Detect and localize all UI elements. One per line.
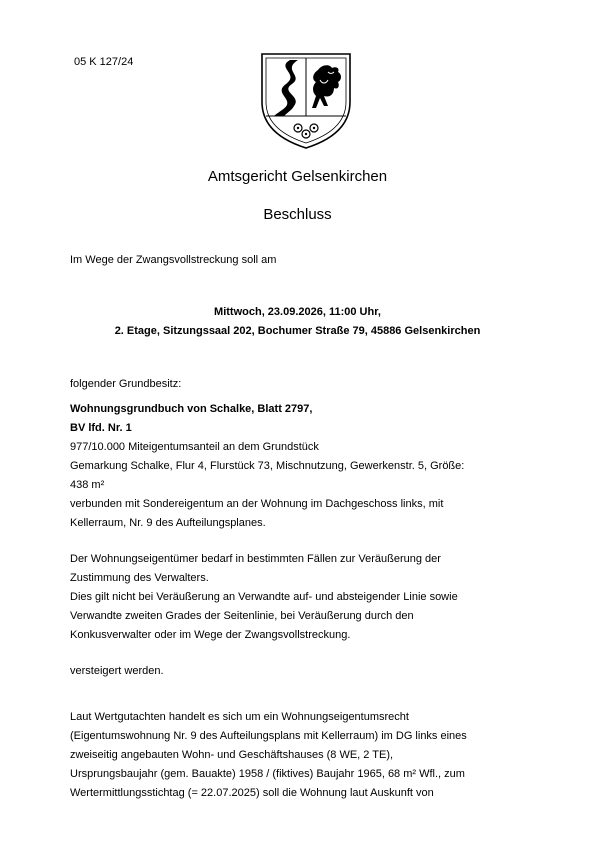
text-line: Gemarkung Schalke, Flur 4, Flurstück 73, Mischnutzung, Gewerkenstr. 5, Größe:: [70, 460, 465, 472]
text-line: Konkusverwalter oder im Wege der Zwangsvollstreckung.: [70, 629, 351, 641]
land-register-line: Wohnungsgrundbuch von Schalke, Blatt 2797,: [70, 403, 313, 415]
file-reference: 05 K 127/24: [74, 56, 134, 68]
text-line: 977/10.000 Miteigentumsanteil an dem Grundstück: [70, 441, 319, 453]
text-line: Ursprungsbaujahr (gem. Bauakte) 1958 / (fiktives) Baujahr 1965, 68 m² Wfl., zum: [70, 768, 465, 780]
bv-line: BV lfd. Nr. 1: [70, 422, 132, 434]
text-line: (Eigentumswohnung Nr. 9 des Aufteilungsplans mit Kellerraum) im DG links eines: [70, 730, 467, 742]
auction-clause: versteigert werden.: [70, 665, 164, 677]
auction-location: 2. Etage, Sitzungssaal 202, Bochumer Straße 79, 45886 Gelsenkirchen: [114, 325, 481, 337]
valuation-paragraph: [70, 708, 540, 803]
property-description: [70, 438, 540, 533]
text-line: Zustimmung des Verwalters.: [70, 572, 209, 584]
text-line: Laut Wertgutachten handelt es sich um ein Wohnungseigentumsrecht: [70, 711, 409, 723]
text-line: Wertermittlungsstichtag (= 22.07.2025) soll die Wohnung laut Auskunft von: [70, 787, 434, 799]
nrw-coat-of-arms-icon: [258, 50, 354, 150]
text-line: 438 m²: [70, 479, 105, 491]
court-name: Amtsgericht Gelsenkirchen: [207, 168, 388, 185]
consent-paragraph: [70, 550, 540, 645]
intro-text: Im Wege der Zwangsvollstreckung soll am: [70, 254, 277, 266]
text-line: verbunden mit Sondereigentum an der Wohnung im Dachgeschoss links, mit: [70, 498, 444, 510]
text-line: zweiseitig angebauten Wohn- und Geschäftshauses (8 WE, 2 TE),: [70, 749, 394, 761]
auction-date: Mittwoch, 23.09.2026, 11:00 Uhr,: [214, 306, 381, 318]
text-line: Kellerraum, Nr. 9 des Aufteilungsplanes.: [70, 517, 266, 529]
property-intro: folgender Grundbesitz:: [70, 378, 182, 390]
document-title: Beschluss: [263, 206, 332, 223]
text-line: Verwandte zweiten Grades der Seitenlinie, bei Veräußerung durch den: [70, 610, 414, 622]
text-line: Dies gilt nicht bei Veräußerung an Verwandte auf- und absteigender Linie sowie: [70, 591, 458, 603]
text-line: Der Wohnungseigentümer bedarf in bestimmten Fällen zur Veräußerung der: [70, 553, 441, 565]
